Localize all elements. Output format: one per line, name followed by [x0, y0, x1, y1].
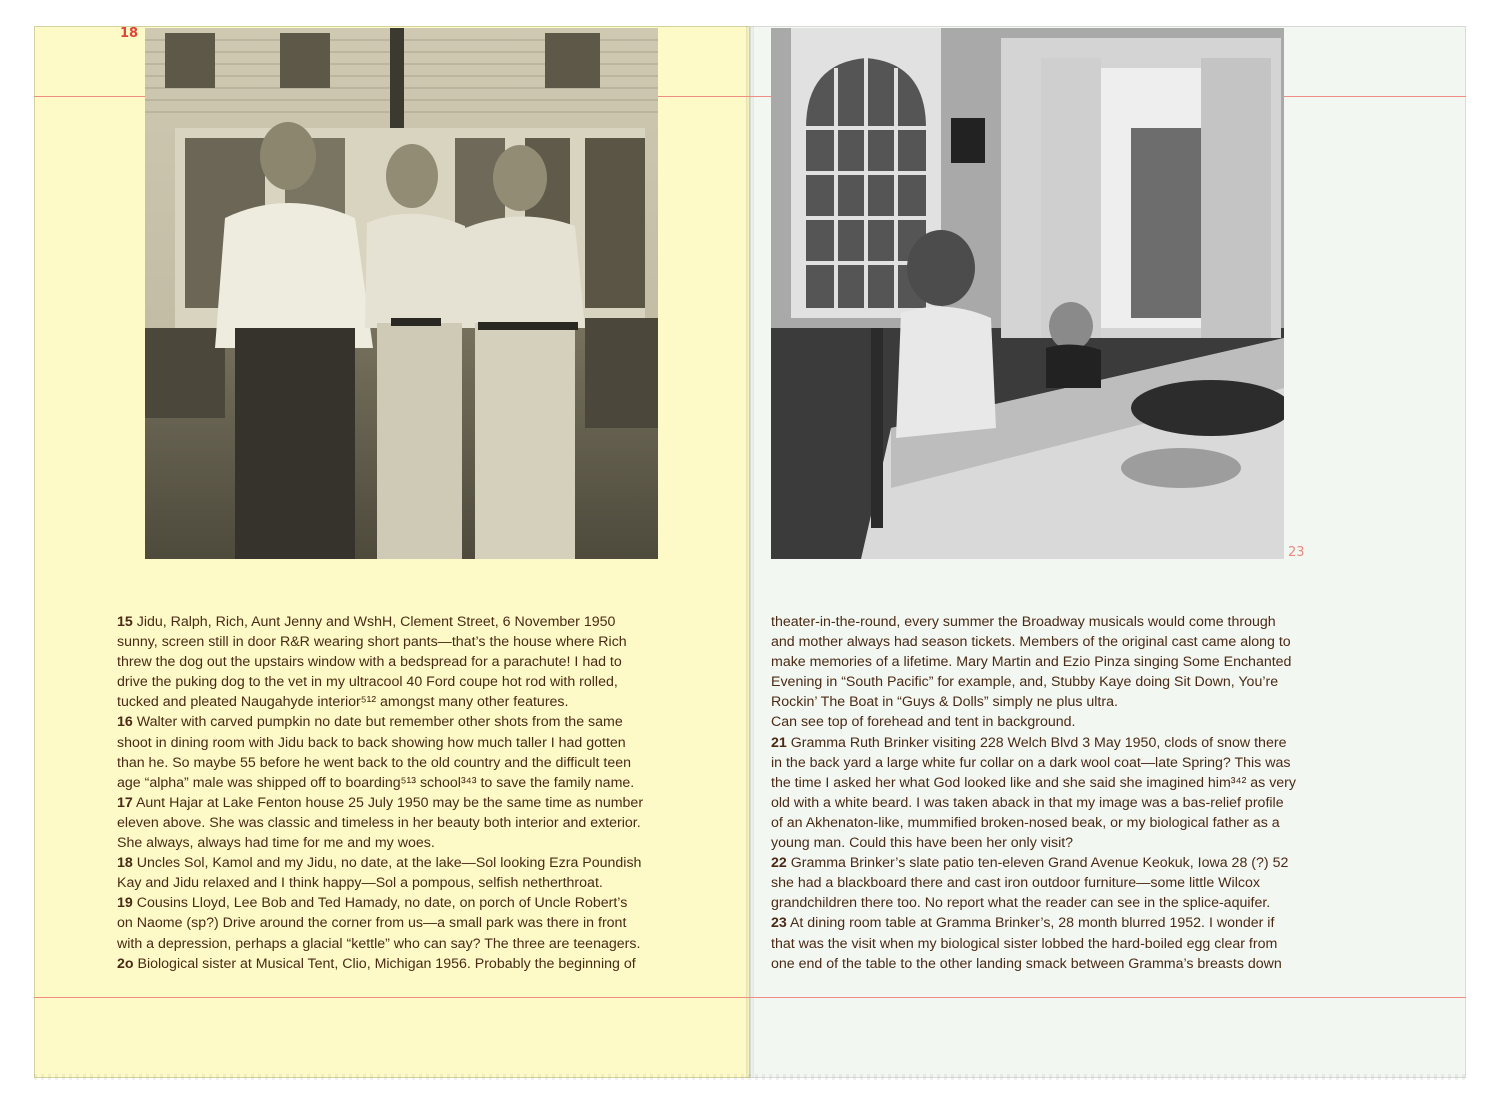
- text-line: [771, 833, 1391, 853]
- entry-number: 17: [117, 794, 133, 811]
- text-line: [117, 692, 717, 712]
- text-line: [771, 813, 1391, 833]
- text-line: [117, 672, 717, 692]
- photo-three-men-image: [145, 28, 658, 559]
- page-number-left: 18: [120, 26, 139, 41]
- text-line: [771, 893, 1391, 913]
- photo-three-men: [145, 28, 658, 559]
- deckled-edge: [34, 1074, 1466, 1080]
- line-text: the time I asked her what God looked like and she said she imagined him³⁴² as very: [771, 774, 1296, 791]
- bottom-rule-left: [34, 997, 750, 998]
- book-gutter: [746, 26, 754, 1078]
- left-text-column: [117, 612, 717, 974]
- text-line: [771, 733, 1391, 753]
- line-text: old with a white beard. I was taken aback in that my image was a bas-relief profile: [771, 794, 1284, 811]
- line-text: she had a blackboard there and cast iron outdoor furniture—some little Wilcox: [771, 875, 1260, 892]
- text-line: [771, 793, 1391, 813]
- text-line: [117, 954, 717, 974]
- line-text: Jidu, Ralph, Rich, Aunt Jenny and WshH, Clement Street, 6 November 1950: [132, 614, 616, 630]
- entry-number: 23: [771, 915, 787, 932]
- line-text: At dining room table at Gramma Brinker’s, 28 month blurred 1952. I wonder if: [786, 915, 1275, 932]
- right-text-column: [771, 612, 1391, 974]
- line-text: Evening in “South Pacific” for example, and, Stubby Kaye doing Sit Down, You’re: [771, 674, 1279, 691]
- text-line: [117, 934, 717, 954]
- line-text: Gramma Ruth Brinker visiting 228 Welch Blvd 3 May 1950, clods of snow there: [786, 734, 1287, 751]
- bottom-rule-right: [750, 997, 1466, 998]
- text-line: [117, 652, 717, 672]
- text-line: [117, 833, 717, 853]
- line-text: Can see top of forehead and tent in background.: [771, 714, 1076, 731]
- text-line: [771, 913, 1391, 933]
- text-line: [117, 893, 717, 913]
- line-text: age “alpha” male was shipped off to boarding⁵¹³ school³⁴³ to save the family name.: [117, 774, 635, 791]
- text-line: [771, 672, 1391, 692]
- line-text: on Naome (sp?) Drive around the corner from us—a small park was there in front: [117, 915, 627, 932]
- line-text: Rockin’ The Boat in “Guys & Dolls” simply ne plus ultra.: [771, 694, 1118, 711]
- text-line: [117, 793, 717, 813]
- line-text: Biological sister at Musical Tent, Clio, Michigan 1956. Probably the beginning of: [133, 955, 636, 972]
- line-text: Walter with carved pumpkin no date but remember other shots from the same: [132, 714, 623, 731]
- text-line: [117, 753, 717, 773]
- text-line: [771, 712, 1391, 732]
- text-line: [771, 873, 1391, 893]
- line-text: in the back yard a large white fur collar on a dark wool coat—late Spring? This was: [771, 754, 1291, 771]
- entry-number: 22: [771, 855, 787, 872]
- text-line: [117, 612, 717, 632]
- text-line: [771, 753, 1391, 773]
- photo-dining-room: [771, 28, 1284, 559]
- line-text: drive the puking dog to the vet in my ultracool 40 Ford coupe hot rod with rolled,: [117, 674, 618, 691]
- line-text: make memories of a lifetime. Mary Martin and Ezio Pinza singing Some Enchanted: [771, 654, 1292, 671]
- text-line: [771, 934, 1391, 954]
- line-text: Gramma Brinker’s slate patio ten-eleven Grand Avenue Keokuk, Iowa 28 (?) 52: [786, 855, 1289, 872]
- line-text: with a depression, perhaps a glacial “kettle” who can say? The three are teenagers.: [117, 935, 641, 952]
- line-text: tucked and pleated Naugahyde interior⁵¹² amongst many other features.: [117, 694, 569, 711]
- line-text: grandchildren there too. No report what the reader can see in the splice-aquifer.: [771, 895, 1271, 912]
- line-text: Kay and Jidu relaxed and I think happy—Sol a pompous, selfish netherthroat.: [117, 875, 603, 892]
- text-line: [117, 913, 717, 933]
- line-text: eleven above. She was classic and timeless in her beauty both interior and exterior.: [117, 814, 641, 831]
- line-text: of an Akhenaton-like, mummified broken-nosed beak, or my biological father as a: [771, 814, 1280, 831]
- line-text: theater-in-the-round, every summer the Broadway musicals would come through: [771, 614, 1276, 630]
- text-line: [771, 773, 1391, 793]
- text-line: [117, 813, 717, 833]
- text-line: [117, 853, 717, 873]
- line-text: and mother always had season tickets. Members of the original cast came along to: [771, 634, 1291, 651]
- line-text: than he. So maybe 55 before he went back to the old country and the difficult teen: [117, 754, 631, 771]
- line-text: that was the visit when my biological sister lobbed the hard-boiled egg clear from: [771, 935, 1278, 952]
- line-text: Cousins Lloyd, Lee Bob and Ted Hamady, no date, on porch of Uncle Robert’s: [132, 895, 628, 912]
- line-text: sunny, screen still in door R&R wearing short pants—that’s the house where Rich: [117, 634, 627, 651]
- line-text: one end of the table to the other landing smack between Gramma’s breasts down: [771, 955, 1282, 972]
- text-line: [117, 632, 717, 652]
- text-line: [771, 692, 1391, 712]
- entry-number: 21: [771, 734, 787, 751]
- photo-dining-room-image: [771, 28, 1284, 559]
- line-text: She always, always had time for me and my woes.: [117, 835, 435, 852]
- entry-number: 18: [117, 855, 133, 872]
- entry-number: 16: [117, 714, 133, 731]
- text-line: [117, 873, 717, 893]
- line-text: Uncles Sol, Kamol and my Jidu, no date, at the lake—Sol looking Ezra Poundish: [132, 855, 642, 872]
- text-line: [117, 773, 717, 793]
- entry-number: 15: [117, 614, 133, 630]
- line-text: shoot in dining room with Jidu back to back showing how much taller I had gotten: [117, 734, 626, 751]
- line-text: threw the dog out the upstairs window with a bedspread for a parachute! I had to: [117, 654, 622, 671]
- text-line: [117, 712, 717, 732]
- line-text: Aunt Hajar at Lake Fenton house 25 July 1950 may be the same time as number: [132, 794, 644, 811]
- text-line: [771, 612, 1391, 632]
- line-text: young man. Could this have been her only visit?: [771, 835, 1074, 852]
- text-line: [771, 632, 1391, 652]
- entry-number: 19: [117, 895, 133, 912]
- text-line: [771, 652, 1391, 672]
- text-line: [771, 954, 1391, 974]
- text-line: [771, 853, 1391, 873]
- page-number-right: 23: [1288, 545, 1305, 560]
- entry-number: 2o: [117, 955, 134, 972]
- text-line: [117, 733, 717, 753]
